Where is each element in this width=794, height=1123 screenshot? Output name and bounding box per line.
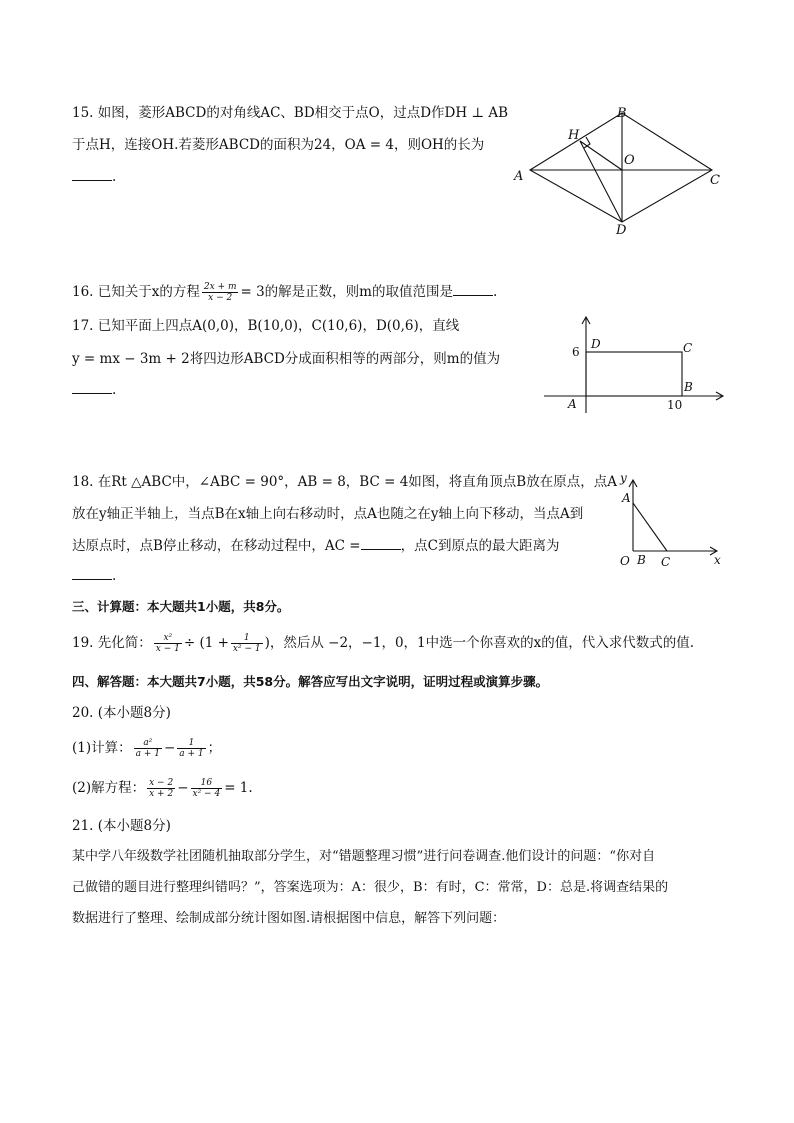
q21-line2: 己做错的题目进行整理纠错吗？”，答案选项为：A：很少，B：有时，C：常常，D：总是.将调查结果的 <box>72 880 669 895</box>
q21-title: 21. (本小题8分) <box>72 818 171 834</box>
fig15-label-o: O <box>624 153 635 168</box>
q16-line: 16. 已知关于x的方程 $\frac{2x + m}{x - 2}$ = 3的解是正数，则m的取值范围是 . <box>72 282 498 303</box>
fig18-label-o: O <box>620 554 630 568</box>
fig18-label-b: B <box>637 553 646 567</box>
q15-line2: 于点H，连接OH.若菱形ABCD的面积为24，OA = 4，则OH的长为 <box>72 137 485 153</box>
answer-blank[interactable] <box>453 283 493 296</box>
q19-fraction-1: $\frac{\text{x²}}{x - 1}$ <box>155 633 180 654</box>
section4-heading: 四、解答题：本大题共7小题，共58分。解答应写出文字说明，证明过程或演算步骤。 <box>72 674 549 689</box>
q20-p1-fraction-1: $\frac{\text{a²}}{a + 1}$ <box>135 738 160 759</box>
q19-line: 19. 先化简： $\frac{\text{x²}}{x - 1}$ ÷ (1 + $\frac{1}{\text{x² − 1}}$ )，然后从 −2，−1，0，1中选一个你喜欢的x的值，代入求代数式的值. <box>72 633 695 654</box>
q20-part1: (1)计算： $\frac{\text{a²}}{a + 1}$ − $\frac{1}{a + 1}$ ； <box>72 738 222 759</box>
q20-title: 20. (本小题8分) <box>72 705 171 721</box>
q16-fraction: $\frac{2x + m}{x - 2}$ <box>203 282 237 303</box>
q21-line3: 数据进行了整理、绘制成部分统计图如图.请根据图中信息，解答下列问题： <box>72 911 506 926</box>
q17-line3: . <box>72 381 116 399</box>
fig15-label-h: H <box>568 128 580 143</box>
q20-p1-fraction-2: $\frac{1}{a + 1}$ <box>179 738 204 759</box>
q18-line2: 放在y轴正半轴上，当点B在x轴上向右移动时，点A也随之在y轴上向下移动，当点A到 <box>72 506 584 522</box>
fig17-label-d: D <box>591 337 601 351</box>
fig17-label-6: 6 <box>572 345 580 359</box>
fig17-label-c: C <box>683 341 693 355</box>
q20-p2-fraction-1: $\frac{x - 2}{x + 2}$ <box>149 778 174 799</box>
q18-line4: . <box>72 567 116 585</box>
triangle-figure <box>612 468 727 573</box>
q17-line1: 17. 已知平面上四点A(0,0)，B(10,0)，C(10,6)，D(0,6)，直线 <box>72 318 460 334</box>
fig15-label-b: B <box>617 106 627 121</box>
fig18-label-a: A <box>622 491 631 505</box>
fig15-label-c: C <box>710 173 720 188</box>
q18-line3: 达原点时，点B停止移动，在移动过程中，AC = ，点C到原点的最大距离为 <box>72 538 560 554</box>
rectangle-figure <box>540 313 730 418</box>
fig17-label-b: B <box>684 380 693 394</box>
q19-fraction-2: $\frac{1}{\text{x² − 1}}$ <box>232 633 261 654</box>
answer-blank[interactable] <box>72 381 112 394</box>
q15-line3: . <box>72 168 116 186</box>
q20-p2-fraction-2: $\frac{16}{\text{x² − 4}}$ <box>192 778 221 799</box>
fig17-label-10: 10 <box>667 398 683 412</box>
q18-line1: 18. 在Rt △ABC中，∠ABC = 90°，AB = 8，BC = 4如图，将直角顶点B放在原点，点A <box>72 474 617 490</box>
fig18-label-y: y <box>620 471 627 485</box>
q20-part2: (2)解方程： $\frac{x - 2}{x + 2}$ − $\frac{16}{\text{x² − 4}}$ = 1. <box>72 778 253 799</box>
answer-blank[interactable] <box>72 168 112 181</box>
fig17-label-a: A <box>568 397 577 411</box>
fig18-label-c: C <box>661 555 671 569</box>
answer-blank[interactable] <box>361 537 401 550</box>
fig18-label-x: x <box>714 553 721 567</box>
q21-line1: 某中学八年级数学社团随机抽取部分学生，对“错题整理习惯”进行问卷调查.他们设计的问题：“你对自 <box>72 849 656 864</box>
q15-line1: 15. 如图，菱形ABCD的对角线AC、BD相交于点O，过点D作DH ⊥ AB <box>72 105 509 121</box>
q17-line2: y = mx − 3m + 2将四边形ABCD分成面积相等的两部分，则m的值为 <box>72 351 501 367</box>
answer-blank[interactable] <box>72 567 112 580</box>
fig15-label-d: D <box>616 223 627 238</box>
fig15-label-a: A <box>514 169 524 184</box>
rhombus-figure <box>500 100 740 240</box>
section3-heading: 三、计算题：本大题共1小题，共8分。 <box>72 599 290 614</box>
